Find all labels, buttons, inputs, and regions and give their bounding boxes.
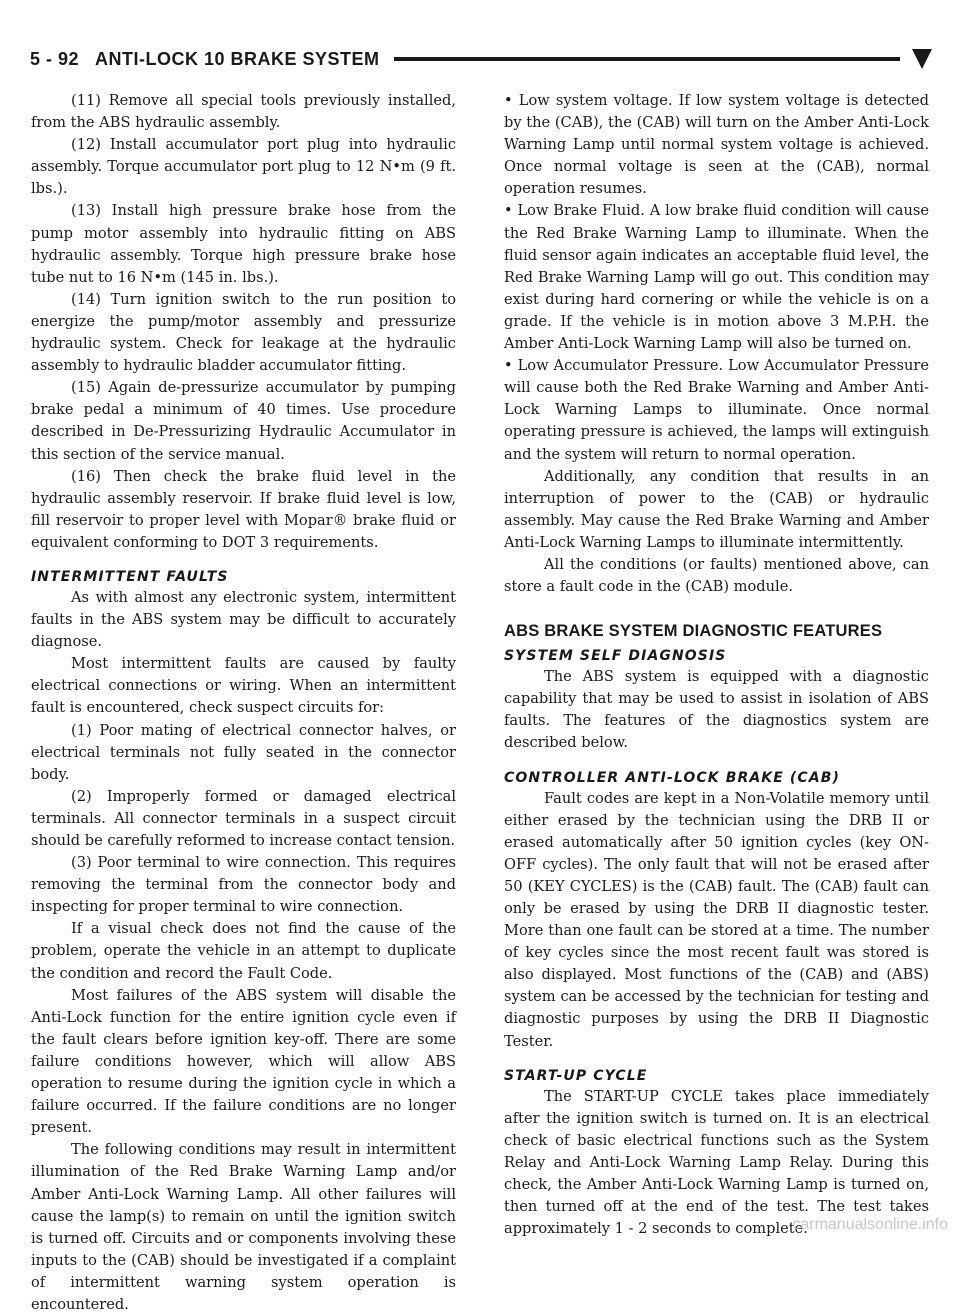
heading-diagnostic-features: ABS BRAKE SYSTEM DIAGNOSTIC FEATURES xyxy=(504,622,883,641)
step-16: (16) Then check the brake fluid level in the hydraulic assembly reservoir. If brake fluid level is low, fill reservoir to proper level with Mopar® brake fluid or equivalent conforming to DOT 3 requirements. xyxy=(31,467,456,551)
heading-cab: CONTROLLER ANTI-LOCK BRAKE (CAB) xyxy=(504,769,840,786)
paragraph: The ABS system is equipped with a diagnostic capability that may be used to assist in isolation of ABS faults. The features of the diagnostics system are described below. xyxy=(504,668,929,752)
step-13: (13) Install high pressure brake hose from the pump motor assembly into hydraulic fitting on ABS hydraulic assembly. Torque high pressure brake hose tube nut to 16 N•m (145 in. lbs.). xyxy=(31,202,456,286)
paragraph: Additionally, any condition that results in an interruption of power to the (CAB) or hydraulic assembly. May cause the Red Brake Warning and Amber Anti-Lock Warning Lamps to illuminate intermittently. xyxy=(504,467,929,551)
right-column xyxy=(504,90,929,1240)
header-rule xyxy=(394,57,900,61)
left-column xyxy=(31,90,456,1316)
paragraph: Most failures of the ABS system will disable the Anti-Lock function for the entire ignition cycle even if the fault clears before ignition key-off. There are some failure conditions however, which will allow ABS operation to resume during the ignition cycle in which a failure occurred. If the failure conditions are no longer present. xyxy=(31,986,456,1137)
paragraph: The following conditions may result in intermittent illumination of the Red Brake Warning Lamp and/or Amber Anti-Lock Warning Lamp. All other failures will cause the lamp(s) to remain on until the ignition switch is turned off. Circuits and or components involving these inputs to the (CAB) should be investigated if a complaint of intermittent warning system operation is encountered. xyxy=(31,1141,456,1313)
check-item-2: (2) Improperly formed or damaged electrical terminals. All connector terminals in a suspect circuit should be carefully reformed to increase contact tension. xyxy=(31,787,456,849)
check-item-1: (1) Poor mating of electrical connector halves, or electrical terminals not fully seated in the connector body. xyxy=(31,721,456,783)
bullet-low-accumulator: • Low Accumulator Pressure. Low Accumulator Pressure will cause both the Red Brake Warning and Amber Anti-Lock Warning Lamps to illuminate. Once normal operating pressure is achieved, the lamps will extinguish and the system will return to normal operation. xyxy=(504,357,929,463)
paragraph: If a visual check does not find the cause of the problem, operate the vehicle in an attempt to duplicate the condition and record the Fault Code. xyxy=(31,920,456,982)
heading-self-diagnosis: SYSTEM SELF DIAGNOSIS xyxy=(504,648,727,665)
paragraph: Fault codes are kept in a Non-Volatile memory until either erased by the technician using the DRB II or erased automatically after 50 ignition cycles (key ON-OFF cycles). The only fault that will not be erased after 50 (KEY CYCLES) is the (CAB) fault. The (CAB) fault can only be erased by using the DRB II diagnostic tester. More than one fault can be stored at a time. The number of key cycles since the most recent fault was stored is also displayed. Most functions of the (CAB) and (ABS) system can be accessed by the technician for testing and diagnostic purposes by using the DRB II Diagnostic Tester. xyxy=(504,789,929,1050)
page-number: 5 - 92 xyxy=(30,48,80,69)
paragraph: Most intermittent faults are caused by faulty electrical connections or wiring. When an intermittent fault is encountered, check suspect circuits for: xyxy=(31,655,456,717)
pentastar-icon xyxy=(912,49,932,69)
heading-startup-cycle: START-UP CYCLE xyxy=(504,1067,648,1084)
heading-intermittent-faults: INTERMITTENT FAULTS xyxy=(31,568,229,585)
step-12: (12) Install accumulator port plug into hydraulic assembly. Torque accumulator port plug to 12 N•m (9 ft. lbs.). xyxy=(31,136,456,198)
paragraph: As with almost any electronic system, intermittent faults in the ABS system may be difficult to accurately diagnose. xyxy=(31,588,456,651)
section-title: ANTI-LOCK 10 BRAKE SYSTEM xyxy=(95,48,380,69)
paragraph: All the conditions (or faults) mentioned above, can store a fault code in the (CAB) module. xyxy=(504,555,929,596)
check-item-3: (3) Poor terminal to wire connection. This requires removing the terminal from the connector body and inspecting for proper terminal to wire connection. xyxy=(31,854,456,916)
step-14: (14) Turn ignition switch to the run position to energize the pump/motor assembly and pressurize hydraulic system. Check for leakage at the hydraulic assembly to hydraulic bladder accumulator fitting. xyxy=(31,290,456,375)
page-header xyxy=(30,42,932,76)
watermark: carmanualsonline.info xyxy=(792,1216,948,1233)
paragraph: The START-UP CYCLE takes place immediately after the ignition switch is turned on. It is an electrical check of basic electrical functions such as the System Relay and Anti-Lock Warning Lamp Relay. During this check, the Amber Anti-Lock Warning Lamp is turned on, then turned off at the end of the test. The test takes approximately 1 - 2 seconds to complete. xyxy=(504,1087,929,1238)
step-15: (15) Again de-pressurize accumulator by pumping brake pedal a minimum of 40 times. Use procedure described in De-Pressurizing Hydraulic Accumulator in this section of the service manual. xyxy=(31,379,456,463)
bullet-low-voltage: • Low system voltage. If low system voltage is detected by the (CAB), the (CAB) will turn on the Amber Anti-Lock Warning Lamp until normal system voltage is achieved. Once normal voltage is seen at the (CAB), normal operation resumes. xyxy=(504,92,929,198)
step-11: (11) Remove all special tools previously installed, from the ABS hydraulic assembly. xyxy=(31,92,456,132)
bullet-low-brake-fluid: • Low Brake Fluid. A low brake fluid condition will cause the Red Brake Warning Lamp to illuminate. When the fluid sensor again indicates an acceptable fluid level, the Red Brake Warning Lamp will go out. This condition may exist during hard cornering or while the vehicle is on a grade. If the vehicle is in motion above 3 M.P.H. the Amber Anti-Lock Warning Lamp will also be turned on. xyxy=(504,202,929,353)
